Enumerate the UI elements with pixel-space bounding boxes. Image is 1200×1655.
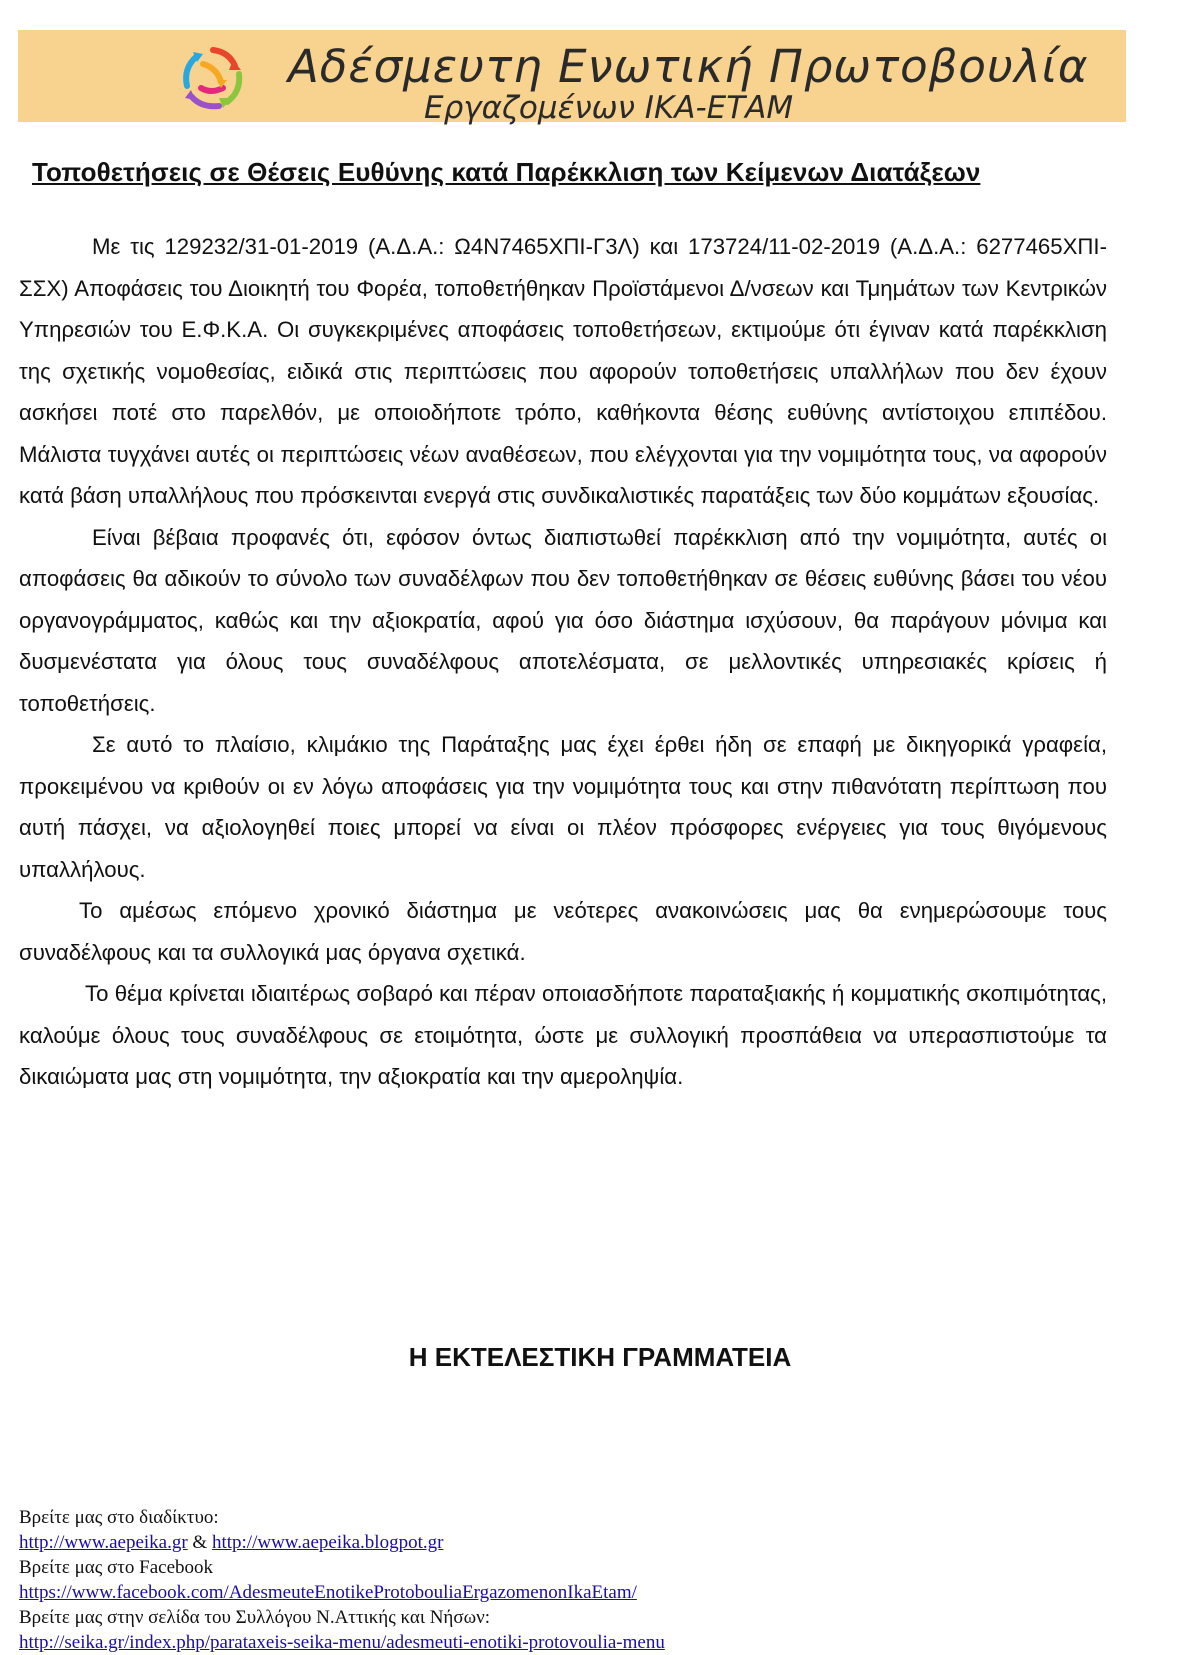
footer — [19, 1505, 665, 1655]
signature: Η ΕΚΤΕΛΕΣΤΙΚΗ ΓΡΑΜΜΑΤΕΙΑ — [408, 1342, 792, 1372]
document-title: Τοποθετήσεις σε Θέσεις Ευθύνης κατά Παρέκκλιση των Κείμενων Διατάξεων — [32, 157, 981, 187]
banner-title: Αδέσμευτη Ενωτική Πρωτοβουλία — [288, 40, 1089, 93]
aepeika-blog-link[interactable]: http://www.aepeika.blogpot.gr — [211, 1532, 444, 1553]
footer-union-label: Βρείτε μας στην σελίδα του Συλλόγου Ν.Αττικής και Νήσων: — [19, 1607, 490, 1628]
paragraph-4: Το αμέσως επόμενο χρονικό διάστημα με νεότερες ανακοινώσεις μας θα ενημερώσουμε τους συναδέλφους και τα συλλογικά μας όργανα σχετικά. — [19, 898, 1107, 965]
paragraph-3: Σε αυτό το πλαίσιο, κλιμάκιο της Παράταξης μας έχει έρθει ήδη σε επαφή με δικηγορικά γραφεία, προκειμένου να κριθούν οι εν λόγω αποφάσεις για την νομιμότητα τους και στην πιθανότατη περίπτωση που αυτή πάσχει, να αξιολογηθεί ποιες μπορεί να είναι οι πλέον πρόσφορες ενέργειες για τους θιγόμενους υπαλλήλους. — [19, 732, 1107, 882]
banner-subtitle: Εργαζομένων ΙΚΑ-ΕΤΑΜ — [424, 90, 794, 126]
facebook-link[interactable]: https://www.facebook.com/AdesmeuteEnotikeProtobouliaErgazomenonIkaEtam/ — [19, 1582, 637, 1603]
header-banner — [18, 30, 1126, 126]
link-separator: & — [187, 1532, 212, 1553]
union-page-link[interactable]: http://seika.gr/index.php/parataxeis-seika-menu/adesmeuti-enotiki-protovoulia-menu — [19, 1632, 665, 1653]
aepeika-website-link[interactable]: http://www.aepeika.gr — [19, 1532, 188, 1553]
footer-web-links — [19, 1530, 665, 1555]
footer-facebook-label: Βρείτε μας στο Facebook — [19, 1557, 214, 1578]
paragraph-5: Το θέμα κρίνεται ιδιαιτέρως σοβαρό και πέραν οποιασδήποτε παραταξιακής ή κομματικής σκοπιμότητας, καλούμε όλους τους συναδέλφους σε ετοιμότητα, ώστε με συλλογική προσπάθεια να υπερασπιστούμε τα δικαιώματα μας στη νομιμότητα, την αξιοκρατία και την αμεροληψία. — [19, 981, 1107, 1089]
footer-web-label: Βρείτε μας στο διαδίκτυο: — [19, 1507, 219, 1528]
paragraph-2: Είναι βέβαια προφανές ότι, εφόσον όντως διαπιστωθεί παρέκκλιση από την νομιμότητα, αυτές οι αποφάσεις θα αδικούν το σύνολο των συναδέλφων που δεν τοποθετήθηκαν σε θέσεις ευθύνης βάσει του νέου οργανογράμματος, καθώς και την αξιοκρατία, αφού για όσο διάστημα ισχύσουν, θα παράγουν μόνιμα και δυσμενέστατα για όλους τους συναδέλφους αποτελέσματα, σε μελλοντικές υπηρεσιακές κρίσεις ή τοποθετήσεις. — [19, 524, 1107, 716]
colorful-arrows-logo-icon — [173, 38, 253, 118]
paragraph-1: Με τις 129232/31-01-2019 (Α.Δ.Α.: Ω4Ν7465ΧΠΙ-Γ3Λ) και 173724/11-02-2019 (Α.Δ.Α.: 6277465ΧΠΙ-ΣΣΧ) Αποφάσεις του Διοικητή του Φορέα, τοποθετήθηκαν Προϊστάμενοι Δ/νσεων και Τμημάτων των Κεντρικών Υπηρεσιών του Ε.Φ.Κ.Α. Οι συγκεκριμένες αποφάσεις τοποθετήσεων, εκτιμούμε ότι έγιναν κατά παρέκκλιση της σχετικής νομοθεσίας, ειδικά στις περιπτώσεις που αφορούν τοποθετήσεις υπαλλήλων που δεν έχουν ασκήσει ποτέ στο παρελθόν, με οποιοδήποτε τρόπο, καθήκοντα θέσης ευθύνης αντίστοιχου επιπέδου. Μάλιστα τυγχάνει αυτές οι περιπτώσεις νέων αναθέσεων, που ελέγχονται για την νομιμότητα τους, να αφορούν κατά βάση υπαλλήλους που πρόσκεινται ενεργά στις συνδικαλιστικές παρατάξεις των δύο κομμάτων εξουσίας. — [19, 234, 1107, 508]
document-body — [19, 226, 1107, 1098]
